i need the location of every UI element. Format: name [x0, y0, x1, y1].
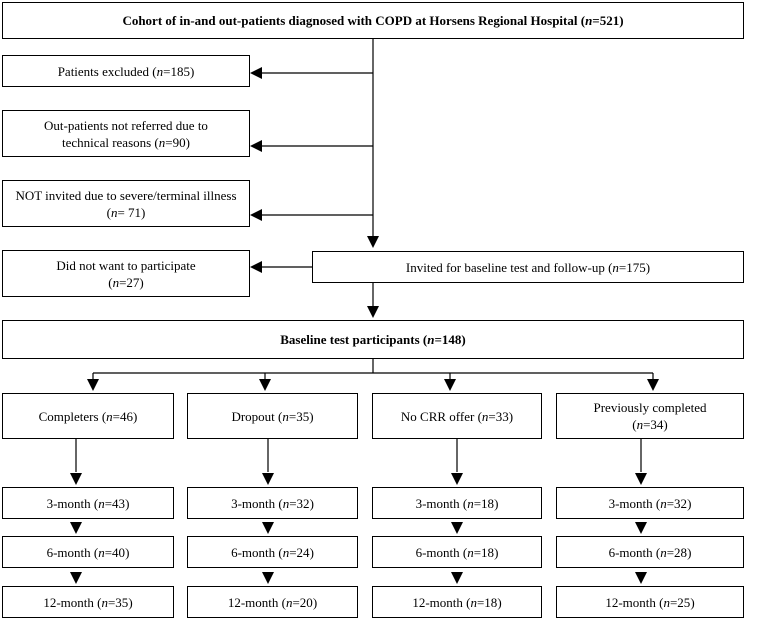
excluded-box-technical: Out-patients not referred due to technical reasons (n=90) — [2, 110, 250, 157]
group-box-previously-completed: Previously completed (n=34) — [556, 393, 744, 439]
followup-12m-completers: 12-month (n=35) — [2, 586, 174, 618]
followup-6m-completers: 6-month (n=40) — [2, 536, 174, 568]
arrowhead-down-24 — [70, 522, 82, 534]
followup-12m-no-crr-offer: 12-month (n=18) — [372, 586, 542, 618]
arrowhead-left-5 — [250, 140, 262, 152]
cohort-box: Cohort of in-and out-patients diagnosed with COPD at Horsens Regional Hospital (n=521) — [2, 2, 744, 39]
arrowhead-down-29 — [262, 572, 274, 584]
followup-12m-previously-completed: 12-month (n=25) — [556, 586, 744, 618]
arrowhead-down-25 — [70, 572, 82, 584]
group-box-dropout: Dropout (n=35) — [187, 393, 358, 439]
followup-3m-previously-completed: 3-month (n=32) — [556, 487, 744, 519]
arrowhead-left-9 — [250, 261, 262, 273]
arrowhead-down-27 — [262, 473, 274, 485]
followup-3m-dropout: 3-month (n=32) — [187, 487, 358, 519]
arrowhead-down-21 — [647, 379, 659, 391]
declined-box: Did not want to participate (n=27) — [2, 250, 250, 297]
arrowhead-down-11 — [367, 306, 379, 318]
followup-6m-previously-completed: 6-month (n=28) — [556, 536, 744, 568]
excluded-box-illness: NOT invited due to severe/terminal illness (n= 71) — [2, 180, 250, 227]
arrowhead-down-33 — [451, 572, 463, 584]
group-box-no-crr-offer: No CRR offer (n=33) — [372, 393, 542, 439]
group-box-completers: Completers (n=46) — [2, 393, 174, 439]
arrowhead-left-7 — [250, 209, 262, 221]
arrowhead-down-23 — [70, 473, 82, 485]
followup-12m-dropout: 12-month (n=20) — [187, 586, 358, 618]
followup-6m-no-crr-offer: 6-month (n=18) — [372, 536, 542, 568]
arrowhead-down-19 — [444, 379, 456, 391]
followup-3m-no-crr-offer: 3-month (n=18) — [372, 487, 542, 519]
arrowhead-left-3 — [250, 67, 262, 79]
arrowhead-down-28 — [262, 522, 274, 534]
baseline-box: Baseline test participants (n=148) — [2, 320, 744, 359]
followup-3m-completers: 3-month (n=43) — [2, 487, 174, 519]
excluded-box-patients: Patients excluded (n=185) — [2, 55, 250, 87]
arrowhead-down-36 — [635, 522, 647, 534]
invited-box: Invited for baseline test and follow-up (n=175) — [312, 251, 744, 283]
arrowhead-down-15 — [87, 379, 99, 391]
arrowhead-down-35 — [635, 473, 647, 485]
arrowhead-down-17 — [259, 379, 271, 391]
arrowhead-down-32 — [451, 522, 463, 534]
arrowhead-down-1 — [367, 236, 379, 248]
followup-6m-dropout: 6-month (n=24) — [187, 536, 358, 568]
arrowhead-down-37 — [635, 572, 647, 584]
arrowhead-down-31 — [451, 473, 463, 485]
